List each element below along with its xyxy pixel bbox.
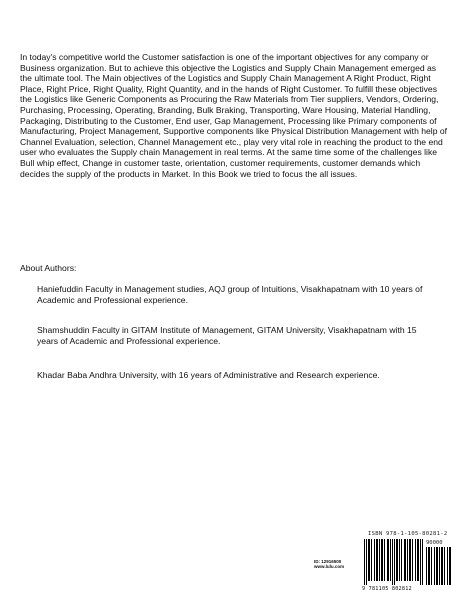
barcode-block <box>314 531 454 595</box>
lulu-label <box>314 559 360 569</box>
about-authors-heading: About Authors: <box>20 263 77 273</box>
isbn-label: ISBN 978-1-105-80281-2 <box>368 531 448 537</box>
lulu-id: ID: 12916500 <box>314 559 342 564</box>
barcode-digits: 9 781105 802812 <box>362 586 412 592</box>
price-code: 90000 <box>426 540 443 546</box>
author-bio-1: Haniefuddin Faculty in Management studies, AQJ group of Intuitions, Visakhapatnam with 10 years of Academic and Professional experience. <box>37 284 423 305</box>
book-description: In today's competitive world the Customer satisfaction is one of the important objectives for any company or Business organization. But to achieve this objective the Logistics and Supply Chain Management emerged as the ultimate tool. The Main objectives of the Logistics and Supply Chain Management A Right Product, Right Place, Right Price, Right Quality, Right Quantity, and in the hands of Right Customer. To fulfill these objectives the Logistics like Generic Components as Procuring the Raw Materials from Tier suppliers, Vendors, Ordering, Purchasing, Processing, Operating, Branding, Bulk Braking, Transporting, Ware Housing, Material Handling, Packaging, Distributing to the Customer, End user, Gap Management, Processing like Primary components of Manufacturing, Project Management, Supportive components like Physical Distribution Management with help of Channel Evaluation, selection, Channel Management etc., play very vital role in reaching the product to the end user who evaluates the Supply chain Management in real terms. At the same time some of the challenges like Bull whip effect, Change in customer taste, orientation, customer requirements, customer demands which decides the supply of the products in Market. In this Book we tried to focus the all issues. <box>20 52 448 179</box>
author-bio-3: Khadar Baba Andhra University, with 16 years of Administrative and Research experience. <box>37 370 380 380</box>
lulu-site: www.lulu.com <box>314 564 345 569</box>
price-barcode <box>426 547 452 585</box>
isbn-barcode <box>364 539 424 585</box>
author-bio-2: Shamshuddin Faculty in GITAM Institute of Management, GITAM University, Visakhapatnam with 15 years of Academic and Professional experience. <box>37 325 417 346</box>
